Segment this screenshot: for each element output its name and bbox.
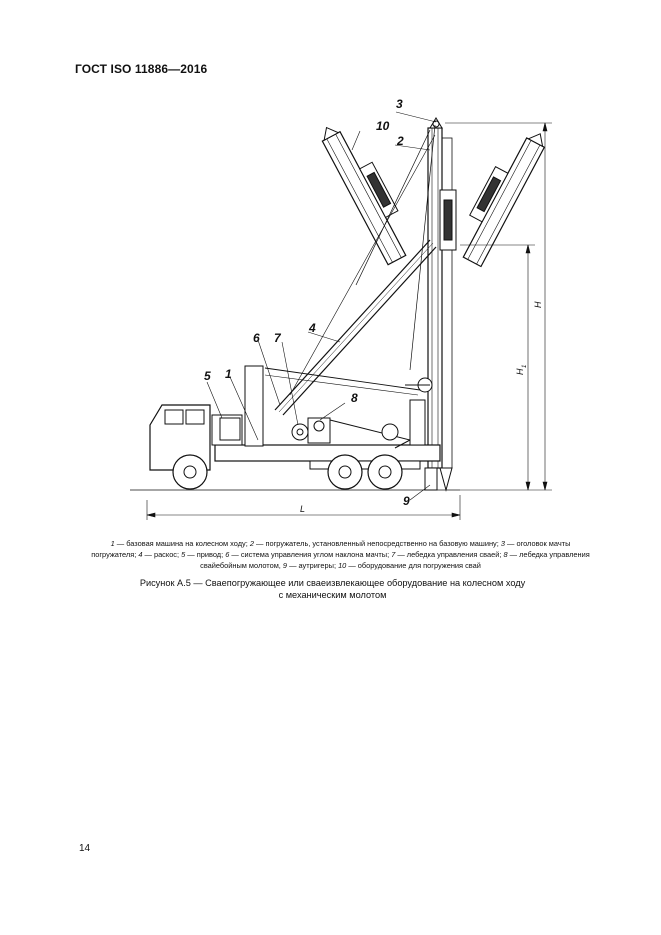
dim-label-h1-sub: 1 bbox=[522, 364, 528, 368]
dim-label-l: L bbox=[300, 504, 306, 514]
legend-num-4: 4 bbox=[138, 550, 143, 559]
legend-num-6: 6 bbox=[225, 550, 230, 559]
legend-text-10: — оборудование для погружения свай bbox=[346, 561, 481, 570]
legend-text-7: — лебедка управления сваей; bbox=[395, 550, 504, 559]
figure-legend bbox=[88, 538, 593, 571]
callout-8: 8 bbox=[351, 391, 358, 405]
callout-4: 4 bbox=[309, 321, 316, 335]
callout-6: 6 bbox=[253, 331, 260, 345]
legend-num-2: 2 bbox=[249, 539, 254, 548]
figure-caption bbox=[120, 577, 545, 601]
legend-text-2: — погружатель, установленный непосредственно на базовую машину; bbox=[253, 539, 501, 548]
legend-text-6: — система управления углом наклона мачты; bbox=[229, 550, 392, 559]
legend-num-9: 9 bbox=[282, 561, 288, 570]
legend-num-1: 1 bbox=[110, 539, 115, 548]
legend-num-10: 10 bbox=[338, 561, 347, 570]
legend-text-8: — лебедка управления свайебойным молотом, bbox=[200, 550, 590, 570]
callout-1: 1 bbox=[225, 367, 232, 381]
legend-text-1: — базовая машина на колесном ходу; bbox=[114, 539, 250, 548]
legend-text-4: — раскос; bbox=[142, 550, 182, 559]
caption-line-2: с механическим молотом bbox=[278, 590, 387, 600]
legend-num-5: 5 bbox=[181, 550, 186, 559]
page-number: 14 bbox=[79, 843, 91, 854]
callout-5: 5 bbox=[204, 369, 211, 383]
legend-text-9: — аутригеры; bbox=[287, 561, 339, 570]
document-header: ГОСТ ISO 11886—2016 bbox=[75, 62, 208, 76]
callout-2: 2 bbox=[397, 134, 404, 148]
dim-label-h: H bbox=[533, 301, 543, 308]
callout-7: 7 bbox=[274, 331, 281, 345]
truck bbox=[150, 366, 452, 490]
mast bbox=[428, 118, 456, 468]
callout-9: 9 bbox=[403, 494, 410, 508]
legend-text-3: — оголовок мачты погружателя; bbox=[91, 539, 571, 559]
caption-line-1: Рисунок А.5 — Сваепогружающее или сваеизвлекающее оборудование на колесном ходу bbox=[139, 578, 526, 588]
legend-num-8: 8 bbox=[503, 550, 508, 559]
legend-num-7: 7 bbox=[391, 550, 396, 559]
callout-3: 3 bbox=[396, 97, 403, 111]
callout-10: 10 bbox=[376, 119, 390, 133]
legend-num-3: 3 bbox=[500, 539, 505, 548]
legend-text-5: — привод; bbox=[185, 550, 226, 559]
dim-label-h1: H bbox=[515, 368, 525, 375]
